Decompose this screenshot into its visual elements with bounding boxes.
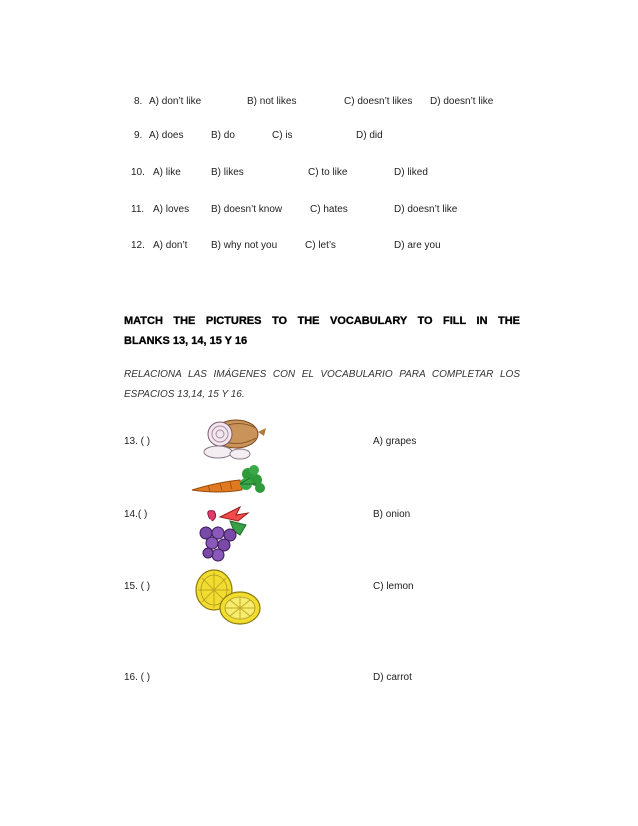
option-d: D) doesn’t like (394, 204, 458, 215)
heading-line-2: BLANKS 13, 14, 15 Y 16 (124, 335, 248, 347)
option-b: B) not likes (247, 96, 297, 107)
option-b: B) likes (211, 167, 244, 178)
option-b: B) do (211, 130, 235, 141)
onion-icon (196, 412, 268, 460)
option-a: A) don’t like (149, 96, 202, 107)
question-number: 8. (134, 96, 143, 107)
option-d: D) are you (394, 240, 441, 251)
instruction-line-2: ESPACIOS 13,14, 15 Y 16. (124, 389, 245, 400)
answer-b: B) onion (373, 509, 411, 520)
option-a: A) loves (153, 204, 190, 215)
instruction-line-1: RELACIONA LAS IMÁGENES CON EL VOCABULARIO PARA COMPLETAR LOS (124, 369, 520, 380)
heading-line-1: MATCH THE PICTURES TO THE VOCABULARY TO FILL IN THE (124, 315, 520, 327)
match-item-15: 15. ( ) (124, 581, 151, 592)
option-a: A) does (149, 130, 184, 141)
option-d: D) doesn’t like (430, 96, 494, 107)
option-a: A) like (153, 167, 181, 178)
lemon-icon (190, 566, 266, 628)
answer-d: D) carrot (373, 672, 412, 683)
section-heading (124, 311, 520, 351)
option-c: C) to like (308, 167, 348, 178)
option-c: C) is (272, 130, 293, 141)
option-c: C) doesn’t likes (344, 96, 413, 107)
question-number: 11. (131, 204, 145, 215)
answer-a: A) grapes (373, 436, 417, 447)
grapes-icon (196, 505, 252, 567)
option-d: D) liked (394, 167, 428, 178)
match-item-16: 16. ( ) (124, 672, 151, 683)
option-b: B) doesn’t know (211, 204, 283, 215)
match-item-14: 14.( ) (124, 509, 148, 520)
match-item-13: 13. ( ) (124, 436, 151, 447)
question-number: 9. (134, 130, 143, 141)
option-c: C) let’s (305, 240, 336, 251)
option-c: C) hates (310, 204, 348, 215)
question-number: 10. (131, 167, 145, 178)
option-a: A) don’t (153, 240, 188, 251)
option-b: B) why not you (211, 240, 278, 251)
option-d: D) did (356, 130, 383, 141)
question-number: 12. (131, 240, 145, 251)
carrot-icon (188, 460, 268, 500)
answer-c: C) lemon (373, 581, 414, 592)
spanish-instruction (124, 365, 520, 405)
